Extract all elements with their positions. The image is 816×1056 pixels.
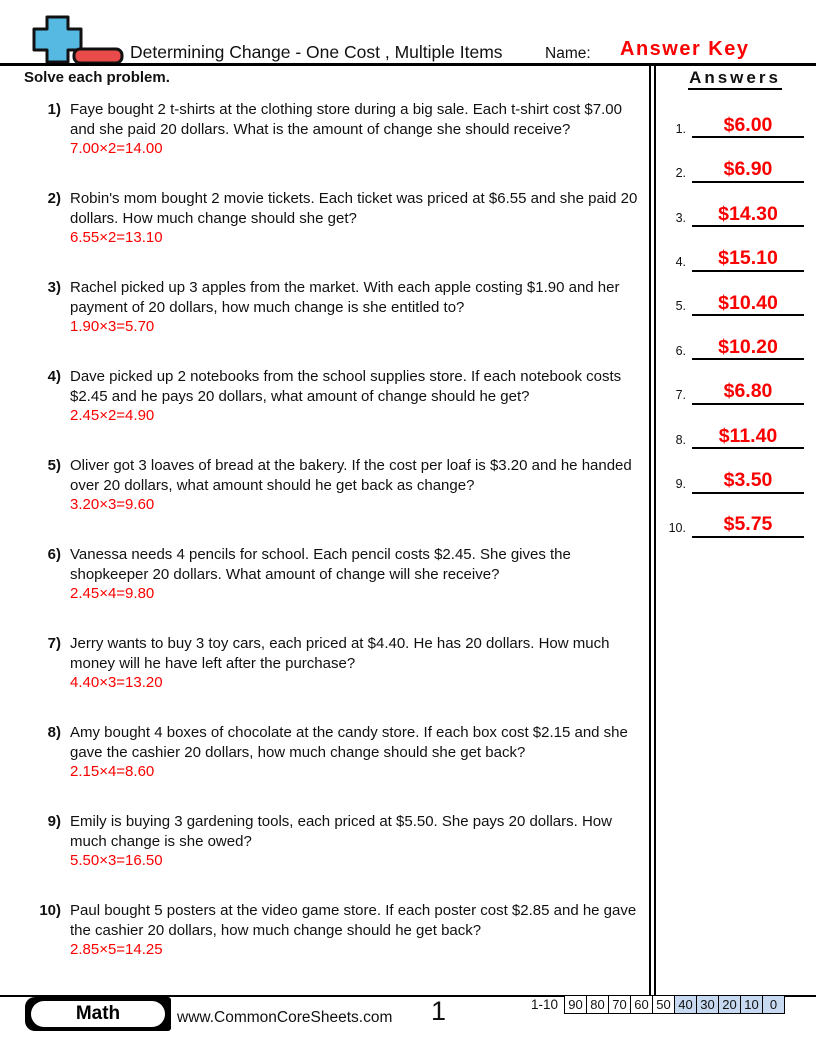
score-box: 60 <box>630 995 653 1014</box>
answer-value: $11.40 <box>718 424 778 447</box>
answer-value: $14.30 <box>718 202 778 225</box>
answer-line <box>692 203 804 227</box>
website-url: www.CommonCoreSheets.com <box>177 1009 393 1026</box>
answer-number: 4. <box>675 255 686 270</box>
problem-body <box>70 189 646 278</box>
answer-number: 3. <box>675 210 686 225</box>
answer-line <box>692 513 804 537</box>
answer-row <box>654 227 814 271</box>
answer-value: $10.20 <box>718 335 778 358</box>
answer-value: $6.90 <box>723 158 773 181</box>
problem-number: 2) <box>47 190 61 207</box>
problem-text: Oliver got 3 loaves of bread at the bakery. If the cost per loaf is $3.20 and he handed over 20 dollars, what amount should he get back as change? <box>70 457 632 494</box>
problem-number: 6) <box>47 546 61 563</box>
problem-text: Jerry wants to buy 3 toy cars, each priced at $4.40. He has 20 dollars. How much money will he have left after the purchase? <box>70 635 610 672</box>
subject-label: Math <box>31 1001 165 1027</box>
answer-number: 1. <box>675 121 686 136</box>
answer-line <box>692 469 804 493</box>
problem-work: 6.55×2=13.10 <box>70 229 163 247</box>
instruction-text: Solve each problem. <box>24 69 170 86</box>
name-label: Name: <box>545 45 591 62</box>
score-box: 20 <box>718 995 741 1014</box>
answer-line <box>692 247 804 271</box>
answer-line <box>692 425 804 449</box>
problem-work: 2.45×2=4.90 <box>70 407 155 425</box>
problem-body <box>70 456 646 545</box>
answer-line <box>692 292 804 316</box>
problem-body <box>70 545 646 634</box>
problem-text: Rachel picked up 3 apples from the market. With each apple costing $1.90 and her payment of 20 dollars, how much change is she entitled to? <box>70 279 620 316</box>
score-box: 40 <box>674 995 697 1014</box>
score-range-label: 1-10 <box>531 997 559 1012</box>
problem-item <box>24 456 646 545</box>
answer-value: $5.75 <box>723 513 773 536</box>
problem-work: 2.85×5=14.25 <box>70 941 163 959</box>
score-box: 10 <box>740 995 763 1014</box>
problem-item <box>24 723 646 812</box>
answer-row <box>654 183 814 227</box>
problem-item <box>24 545 646 634</box>
problem-work: 1.90×3=5.70 <box>70 318 155 336</box>
score-box: 30 <box>696 995 719 1014</box>
problem-item <box>24 367 646 456</box>
answer-number: 8. <box>675 432 686 447</box>
answer-row <box>654 449 814 493</box>
answer-number: 6. <box>675 343 686 358</box>
score-box: 0 <box>762 995 785 1014</box>
score-grid <box>531 995 785 1014</box>
problem-text: Paul bought 5 posters at the video game store. If each poster cost $2.85 and he gave the cashier 20 dollars, how much change should he get back? <box>70 902 637 939</box>
problem-text: Amy bought 4 boxes of chocolate at the candy store. If each box cost $2.15 and she gave the cashier 20 dollars, how much change should she get back? <box>70 724 628 761</box>
score-box: 70 <box>608 995 631 1014</box>
problem-item <box>24 100 646 189</box>
problem-item <box>24 634 646 723</box>
answer-line <box>692 158 804 182</box>
problem-number: 9) <box>47 813 61 830</box>
minus-icon <box>74 49 122 63</box>
problem-body <box>70 100 646 189</box>
problem-number: 4) <box>47 368 61 385</box>
header-rule <box>0 63 816 66</box>
problem-work: 2.15×4=8.60 <box>70 763 155 781</box>
problem-list <box>24 100 646 990</box>
answer-row <box>654 94 814 138</box>
commoncoresheets-logo <box>28 14 128 66</box>
problem-body <box>70 634 646 723</box>
problem-text: Vanessa needs 4 pencils for school. Each pencil costs $2.45. She gives the shopkeeper 20 dollars. What amount of change will she receive? <box>70 546 571 583</box>
answer-number: 10. <box>668 521 686 536</box>
problem-text: Faye bought 2 t-shirts at the clothing store during a big sale. Each t-shirt cost $7.00 and she paid 20 dollars. What is the amount of change she should receive? <box>70 101 622 138</box>
score-boxes <box>564 995 785 1014</box>
answer-number: 9. <box>675 477 686 492</box>
answer-value: $15.10 <box>718 247 778 270</box>
problem-body <box>70 723 646 812</box>
problem-item <box>24 189 646 278</box>
problem-item <box>24 901 646 990</box>
answer-value: $6.00 <box>723 113 773 136</box>
problem-number: 7) <box>47 635 61 652</box>
problem-body <box>70 367 646 456</box>
problem-number: 1) <box>47 101 61 118</box>
answer-key-label: Answer Key <box>620 38 750 60</box>
answer-row <box>654 405 814 449</box>
answer-row <box>654 360 814 404</box>
problem-text: Dave picked up 2 notebooks from the school supplies store. If each notebook costs $2.45 and he pays 20 dollars, what amount of change should he get? <box>70 368 622 405</box>
problem-text: Robin's mom bought 2 movie tickets. Each ticket was priced at $6.55 and she paid 20 dollars. How much change should she get? <box>70 190 638 227</box>
answer-number: 2. <box>675 166 686 181</box>
answer-value: $6.80 <box>723 380 773 403</box>
problem-body <box>70 278 646 367</box>
answer-line <box>692 336 804 360</box>
problem-number: 10) <box>39 902 61 919</box>
problem-number: 5) <box>47 457 61 474</box>
problem-item <box>24 278 646 367</box>
answer-line <box>692 380 804 404</box>
score-box: 80 <box>586 995 609 1014</box>
answer-row <box>654 272 814 316</box>
problem-item <box>24 812 646 901</box>
answer-line <box>692 114 804 138</box>
score-box: 90 <box>564 995 587 1014</box>
problem-work: 2.45×4=9.80 <box>70 585 155 603</box>
problem-number: 3) <box>47 279 61 296</box>
problem-number: 8) <box>47 724 61 741</box>
answer-row <box>654 494 814 538</box>
problem-body <box>70 901 646 990</box>
worksheet-title: Determining Change - One Cost , Multiple Items <box>130 42 503 62</box>
answers-header <box>656 68 814 88</box>
answer-number: 5. <box>675 299 686 314</box>
problem-work: 7.00×2=14.00 <box>70 140 163 158</box>
problem-work: 3.20×3=9.60 <box>70 496 155 514</box>
answer-row <box>654 316 814 360</box>
answer-value: $3.50 <box>723 469 773 492</box>
score-box: 50 <box>652 995 675 1014</box>
answers-list <box>654 94 814 538</box>
answer-row <box>654 138 814 182</box>
problem-work: 4.40×3=13.20 <box>70 674 163 692</box>
problem-work: 5.50×3=16.50 <box>70 852 163 870</box>
problem-text: Emily is buying 3 gardening tools, each priced at $5.50. She pays 20 dollars. How much change is she owed? <box>70 813 612 850</box>
answer-value: $10.40 <box>718 291 778 314</box>
page-number: 1 <box>431 996 447 1026</box>
answer-number: 7. <box>675 388 686 403</box>
subject-badge <box>25 997 171 1031</box>
answers-title: Answers <box>688 68 782 90</box>
problem-body <box>70 812 646 901</box>
